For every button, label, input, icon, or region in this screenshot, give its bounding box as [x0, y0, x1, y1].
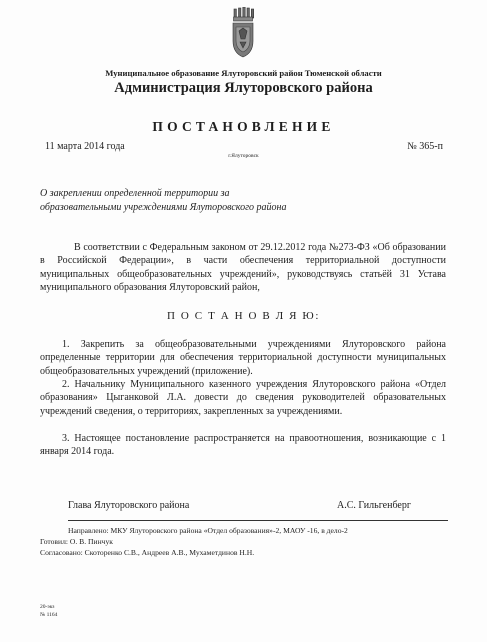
document-date: 11 марта 2014 года: [45, 141, 125, 152]
signatory-role: Глава Ялуторовского района: [68, 500, 190, 511]
intro-paragraph: В соответствии с Федеральным законом от 29.12.2012 года №273-ФЗ «Об образовании в Российской Федерации», в части обеспечения территориальной доступности муниципальных общеобразовательных учреждений», руководствуясь статьёй 31 Устава муниципального образования Ялуторовский район,: [40, 242, 446, 294]
administration-title: Администрация Ялуторовского района: [114, 80, 373, 96]
copies-note: 20-экз: [40, 604, 55, 610]
item-paragraph: 2. Начальнику Муниципального казенного учреждения Ялуторовского района «Отдел образования» Цыганковой Л.А. довести до сведения руководителей образовательных учреждений сведения, о территориях, закрепленных за учреждениями.: [40, 379, 446, 417]
coat-of-arms-icon: [230, 7, 256, 59]
document-number: № 365-п: [407, 141, 443, 152]
footer-divider: [68, 520, 448, 521]
registration-number: № 1164: [40, 612, 58, 618]
resolve-heading: П О С Т А Н О В Л Я Ю:: [167, 310, 320, 322]
approved-by-line: Согласовано: Скоторенко С.В., Андреев А.В., Мухаметдинов Н.Н.: [40, 548, 255, 557]
item-paragraph: 1. Закрепить за общеобразовательными учреждениями Ялуторовского района определенные территории для обеспечения территориальной доступности муниципальных общеобразовательных учреждений (приложение).: [40, 339, 446, 377]
signatory-name: А.С. Гильгенберг: [337, 500, 411, 511]
item-paragraph: 3. Настоящее постановление распространяется на правоотношения, возникающие с 1 января 2014 года.: [40, 433, 446, 458]
municipality-line: Муниципальное образование Ялуторовский район Тюменской области: [105, 68, 382, 78]
prepared-by-line: Готовил: О. В. Пинчук: [40, 537, 113, 546]
document-subject: О закреплении определенной территории за образовательными учреждениями Ялуторовского района: [40, 188, 287, 213]
document-city: г.Ялуторовск: [228, 153, 259, 159]
document-type: ПОСТАНОВЛЕНИЕ: [152, 119, 335, 134]
sent-to-line: Направлено: МКУ Ялуторовского района «Отдел образования»-2, МАОУ -16, в дело-2: [68, 526, 348, 535]
